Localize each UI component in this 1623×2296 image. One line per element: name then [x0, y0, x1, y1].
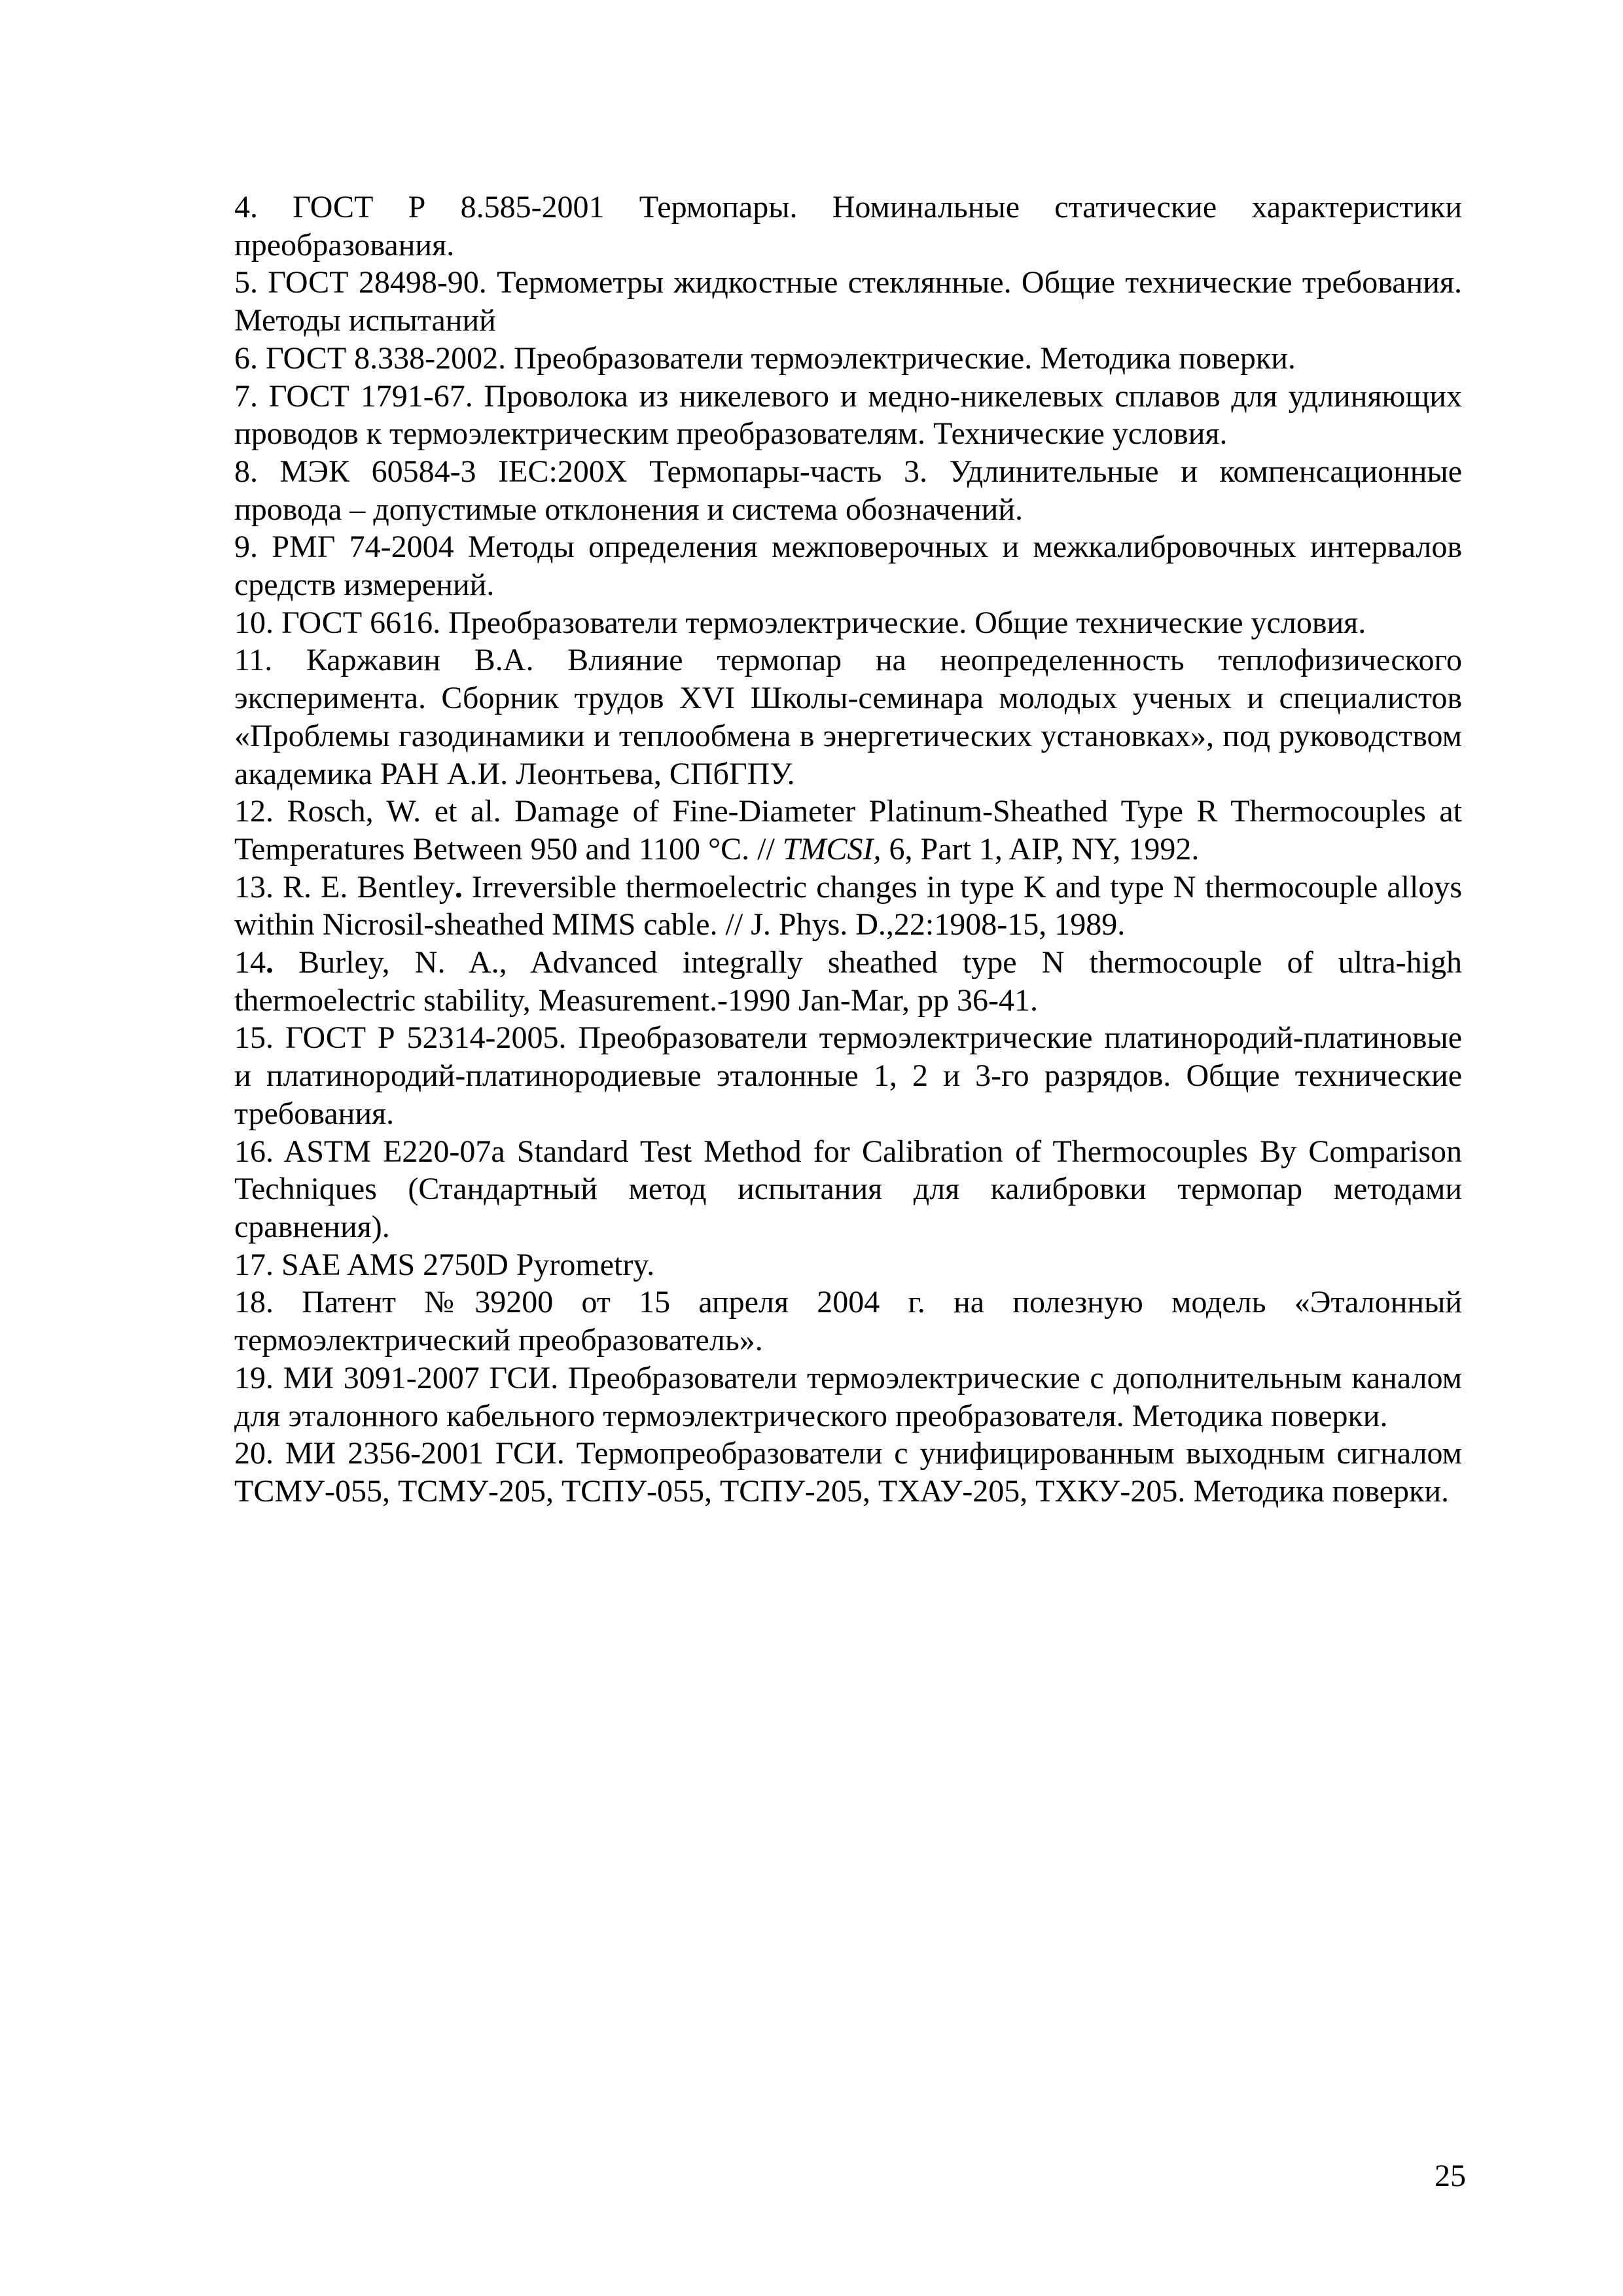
reference-item [234, 604, 1462, 642]
reference-text-run: 12. Rosch, W. et al. Damage of Fine-Diameter Platinum-Sheathed Type R Thermocouples at Temperatures Between 950 and 1100 °C. // [234, 794, 1462, 867]
reference-text-run: 7. ГОСТ 1791-67. Проволока из никелевого и медно-никелевых сплавов для удлиняющих проводов к термоэлектрическим преобразователям. Технические условия. [234, 378, 1462, 452]
reference-text-run: Irreversible thermoelectric changes in type K and type N thermocouple alloys within Nicrosil-sheathed MIMS cable. // J. Phys. D.,22:1908-15, 1989. [234, 869, 1463, 942]
reference-item [234, 1246, 1462, 1284]
reference-text-run: Burley, N. A., Advanced integrally sheathed type N thermocouple of ultra-high thermoelectric stability, Measurement.-1990 Jan-Mar, pp 36-41. [234, 945, 1462, 1018]
reference-text-run: . [266, 945, 274, 980]
reference-text-run: TMCSI, [782, 831, 882, 867]
reference-text-run: . [454, 869, 463, 905]
reference-item [234, 1283, 1462, 1359]
reference-item [234, 641, 1462, 793]
reference-text-run: 18. Патент №39200 от 15 апреля 2004 г. на полезную модель «Эталонный термоэлектрический преобразователь». [234, 1285, 1462, 1358]
reference-item [234, 453, 1462, 528]
reference-item [234, 1359, 1462, 1435]
reference-text-run: 15. ГОСТ Р 52314-2005. Преобразователи термоэлектрические платинородий-платиновые и платинородий-платинородиевые эталонные 1, 2 и 3-го разрядов. Общие технические требования. [234, 1020, 1462, 1131]
reference-text-run: 8. МЭК 60584-3 IEC:200X Термопары-часть 3. Удлинительные и компенсационные провода – допустимые отклонения и система обозначений. [234, 454, 1462, 527]
reference-item [234, 528, 1462, 603]
reference-item [234, 1435, 1462, 1510]
reference-text-run: 13. R. E. Bentley [234, 869, 455, 905]
reference-item [234, 1133, 1462, 1246]
reference-item [234, 793, 1462, 868]
reference-item [234, 944, 1462, 1019]
reference-text-run: 20. МИ 2356-2001 ГСИ. Термопреобразователи с унифицированным выходным сигналом ТСМУ-055, ТСМУ-205, ТСПУ-055, ТСПУ-205, ТХАУ-205, ТХКУ-205. Методика поверки. [234, 1436, 1462, 1509]
reference-text-run: 6. ГОСТ 8.338-2002. Преобразователи термоэлектрические. Методика поверки. [234, 340, 1296, 376]
reference-item [234, 1019, 1462, 1132]
reference-text-run: 19. МИ 3091-2007 ГСИ. Преобразователи термоэлектрические с дополнительным каналом для эталонного кабельного термоэлектрического преобразователя. Методика поверки. [234, 1360, 1462, 1433]
reference-text-run: 10. ГОСТ 6616. Преобразователи термоэлектрические. Общие технические условия. [234, 605, 1366, 640]
reference-text-run: 9. РМГ 74-2004 Методы определения межповерочных и межкалибровочных интервалов средств измерений. [234, 529, 1462, 603]
reference-item [234, 188, 1462, 264]
reference-text-run: 16. ASTM E220-07a Standard Test Method for Calibration of Thermocouples By Comparison Techniques (Стандартный метод испытания для калибровки термопар методами сравнения). [234, 1134, 1462, 1244]
reference-text-run: 5. ГОСТ 28498-90. Термометры жидкостные стеклянные. Общие технические требования. Методы испытаний [234, 265, 1462, 338]
references-list [234, 188, 1462, 1511]
reference-text-run: 6, Part 1, AIP, NY, 1992. [881, 831, 1200, 867]
reference-item [234, 264, 1462, 339]
reference-text-run: 17. SAE AMS 2750D Pyrometry. [234, 1247, 655, 1282]
page-number: 25 [1435, 2159, 1466, 2193]
reference-item [234, 340, 1462, 378]
reference-item [234, 869, 1462, 944]
reference-text-run: 4. ГОСТ Р 8.585-2001 Термопары. Номинальные статические характеристики преобразования. [234, 190, 1462, 262]
reference-text-run: 11. Каржавин В.А. Влияние термопар на неопределенность теплофизического эксперимента. Сборник трудов XVI Школы-семинара молодых ученых и специалистов «Проблемы газодинамики и теплообмена в энергетических установках», под руководством академика РАН А.И. Леонтьева, СПбГПУ. [234, 643, 1462, 791]
reference-item [234, 378, 1462, 453]
reference-text-run: 14 [234, 945, 266, 980]
